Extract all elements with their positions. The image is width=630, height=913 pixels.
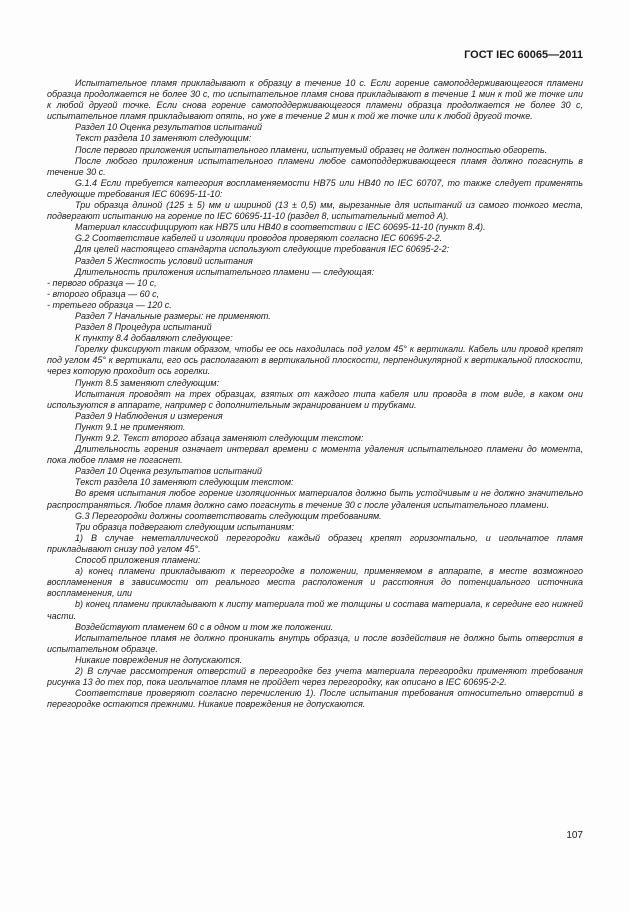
section-heading: Раздел 10 Оценка результатов испытаний — [75, 466, 262, 477]
page-number: 107 — [566, 830, 583, 841]
paragraph: Текст раздела 10 заменяют следующим текстом: — [75, 477, 294, 488]
paragraph: Воздействуют пламенем 60 с в одном и том же положении. — [75, 621, 334, 632]
paragraph: Пункт 9.2. Текст второго абзаца заменяют следующим текстом: — [75, 433, 364, 443]
paragraph: Три образца длиной (125 ± 5) мм и шириной (13 ± 0,5) мм, вырезанные для испытаний из самого тонкого места, подвергают испытанию на горение по IEC 60695-11-10 (раздел 8, испытательный метод А). — [47, 200, 583, 222]
paragraph: Во время испытания любое горение изоляционных материалов должно быть устойчивым и не должно значительно распространяться. Любое пламя должно само погаснуть в течение 30 с после удаления испытательного пламени. — [47, 488, 583, 510]
paragraph: Три образца подвергают следующим испытаниям: — [75, 521, 294, 532]
paragraph: b) конец пламени прикладывают к листу материала той же толщины и состава материала, к середине его нижней части. — [47, 599, 583, 621]
paragraph: G.2 Соответствие кабелей и изоляции проводов проверяют согласно IEC 60695-2-2. — [75, 233, 443, 244]
paragraph: Длительность приложения испытательного пламени — следующая: — [75, 266, 375, 277]
paragraph: Для целей настоящего стандарта используют следующие требования IEC 60695-2-2: — [75, 244, 450, 255]
paragraph: Испытательное пламя прикладывают к образцу в течение 10 с. Если горение самоподдерживающегося пламени образца продолжается не более 30 с, то испытательное пламя снова прикладывают в течение 1 мин к той же точке или к любой другой точке. Если снова горение самоподдерживающегося пламени образца продолжается не более 30 с, испытательное пламя прикладывают опять, но уже в течение 2 мин к той же точке или к любой другой точке. — [47, 78, 583, 122]
paragraph: 1) В случае неметаллической перегородки каждый образец крепят горизонтально, и игольчатое пламя прикладывают снизу под углом 45°. — [47, 532, 583, 554]
paragraph: Испытания проводят на трех образцах, взятых от каждого типа кабеля или провода в том виде, в каком они используются в аппарате, например с дополнительным экранированием и трубками. — [47, 388, 583, 410]
standard-header: ГОСТ IEC 60065—2011 — [464, 49, 583, 61]
paragraph: Пункт 9.1 не применяют. — [75, 421, 186, 432]
paragraph: Длительность горения означает интервал времени с момента удаления испытательного пламени до момента, пока любое пламя не погаснет. — [47, 444, 583, 466]
paragraph: Никакие повреждения не допускаются. — [75, 654, 243, 665]
paragraph: Способ приложения пламени: — [75, 555, 201, 566]
section-heading: Раздел 10 Оценка результатов испытаний — [75, 122, 262, 133]
paragraph: G.1.4 Если требуется категория воспламеняемости HB75 или HB40 по IEC 60707, то также следует применять следующие требования IEC 60695-11-10: — [47, 177, 583, 199]
paragraph: Испытательное пламя не должно проникать внутрь образца, и после воздействия не должно быть отверстия в испытательном образце. — [47, 632, 583, 654]
paragraph: Материал классифицируют как HB75 или HB40 в соответствии с IEC 60695-11-10 (пункт 8.4). — [75, 222, 486, 233]
section-heading: Раздел 9 Наблюдения и измерения — [75, 410, 223, 421]
paragraph: Горелку фиксируют таким образом, чтобы ее ось находилась под углом 45° к вертикали. Кабель или провод крепят под углом 45° к вертикали, его ось располагают в вертикальной плоскости, перпендикулярной к вертикальной плоскости, через которую проходит ось горелки. — [47, 344, 583, 377]
section-heading: Раздел 5 Жесткость условий испытания — [75, 255, 253, 266]
paragraph: Текст раздела 10 заменяют следующим: — [75, 133, 252, 144]
paragraph: После любого приложения испытательного пламени любое самоподдерживающееся пламя должно погаснуть в течение 30 с. — [47, 155, 583, 177]
paragraph: G.3 Перегородки должны соответствовать следующим требованиям. — [75, 510, 382, 521]
paragraph: Соответствие проверяют согласно перечислению 1). После испытания требования относительно отверстий в перегородке остаются прежними. Никакие повреждения не допускаются. — [47, 688, 583, 710]
paragraph: После первого приложения испытательного пламени, испытуемый образец не должен полностью обгореть. — [75, 144, 548, 155]
paragraph: a) конец пламени прикладывают к перегородке в положении, применяемом в аппарате, в месте возможного воспламенения в зависимости от реального места расположения и расстояния до потенциального источника воспламенения, или — [47, 566, 583, 599]
paragraph: Пункт 8.5 заменяют следующим: — [75, 377, 220, 388]
document-body — [47, 78, 583, 710]
list-item: - второго образца — 60 с, — [47, 288, 160, 299]
paragraph: К пункту 8.4 добавляют следующее: — [75, 333, 233, 344]
section-heading: Раздел 7 Начальные размеры: не применяют. — [75, 310, 271, 321]
paragraph: 2) В случае рассмотрения отверстий в перегородке без учета материала перегородки применяют требования рисунка 13 до тех пор, пока игольчатое пламя не пройдет через перегородку, как описано в IEC 60695-2-2. — [47, 665, 583, 688]
section-heading: Раздел 8 Процедура испытаний — [75, 322, 212, 333]
list-item: - третьего образца — 120 с. — [47, 299, 172, 310]
list-item: - первого образца — 10 с, — [47, 277, 157, 288]
